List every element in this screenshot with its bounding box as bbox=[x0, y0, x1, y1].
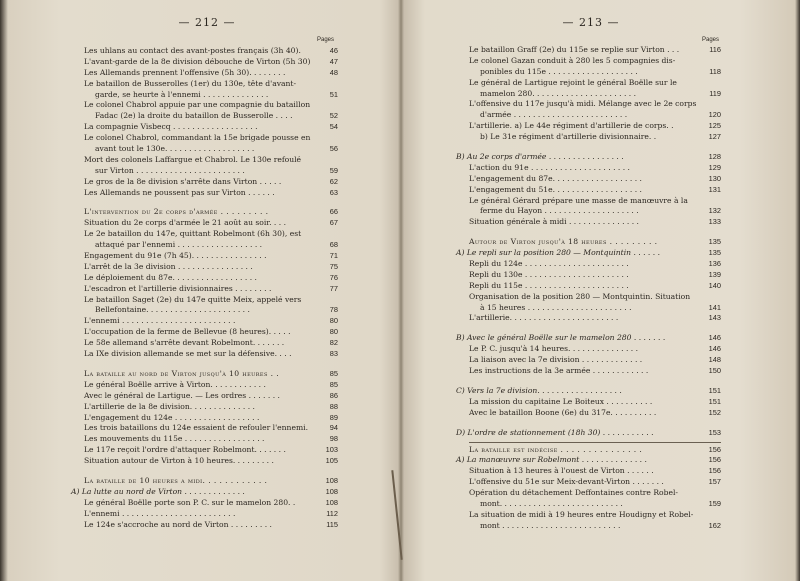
toc-entry bbox=[469, 344, 721, 355]
toc-entry bbox=[469, 313, 721, 324]
toc-entry bbox=[84, 283, 338, 295]
toc-entry-title: Le P. C. jusqu'à 14 heures. . . . . . . . . . . . . . . bbox=[469, 344, 639, 354]
toc-entry bbox=[84, 251, 338, 262]
toc-entry bbox=[469, 259, 721, 270]
toc-entry-title: Situation à 13 heures à l'ouest de Virton . . . . . . bbox=[469, 466, 654, 476]
toc-entry-page: 56 bbox=[329, 144, 338, 154]
toc-entry-title: garde, se heurte à l'ennemi . . . . . . . . . . . . . . bbox=[95, 89, 269, 99]
toc-entry-title: Fadac (2e) la droite du bataillon de Busserolle . . . . bbox=[95, 111, 293, 121]
toc-entry-title: La bataille est indécise . . . . . . . . . . . . . . . bbox=[469, 444, 643, 454]
toc-entry-page: 131 bbox=[708, 184, 721, 194]
toc-entry bbox=[469, 498, 721, 510]
toc-entry-page: 108 bbox=[325, 486, 338, 496]
toc-entry-title: mont. . . . . . . . . . . . . . . . . . . . . . . . . . bbox=[480, 498, 623, 508]
toc-entry-page: 162 bbox=[708, 520, 721, 530]
toc-entry-page: 127 bbox=[708, 132, 721, 142]
toc-entry-page: 48 bbox=[329, 67, 338, 77]
toc-entry-page: 66 bbox=[329, 207, 338, 217]
toc-entry-title: avant tout le 130e. . . . . . . . . . . . . . . . . . . bbox=[95, 144, 255, 154]
toc-entry-page: 76 bbox=[329, 272, 338, 282]
toc-entry-title: La liaison avec la 7e division . . . . . . . . . . . . . bbox=[469, 355, 643, 365]
toc-entry-page: 139 bbox=[708, 269, 721, 279]
toc-entry-title: L'occupation de la ferme de Bellevue (8 heures). . . . . bbox=[84, 327, 291, 337]
toc-entry-page: 128 bbox=[708, 152, 721, 162]
toc-entry bbox=[84, 305, 338, 316]
toc-entry bbox=[84, 272, 338, 284]
toc-entry-title: Le 117e reçoit l'ordre d'attaquer Robelmont. . . . . . . bbox=[84, 445, 286, 455]
toc-entry-page: 108 bbox=[325, 497, 338, 507]
toc-entry-title: Le bataillon Saget (2e) du 147e quitte Meix, appelé vers bbox=[84, 294, 302, 304]
toc-entry-title: L'avant-garde de la 8e division débouche de Virton (5h 30) bbox=[84, 56, 311, 66]
toc-entry-title: Le bataillon Graff (2e) du 115e se replie sur Virton . . . bbox=[469, 45, 680, 54]
toc-entry-page: 75 bbox=[329, 261, 338, 271]
toc-entry-page: 71 bbox=[329, 251, 338, 261]
section-gap bbox=[469, 228, 713, 237]
section-gap bbox=[84, 467, 330, 476]
toc-entry-title: Repli du 124e . . . . . . . . . . . . . . . . . . . . . . bbox=[469, 259, 629, 269]
left-page bbox=[71, 0, 338, 581]
toc-entry bbox=[469, 66, 721, 78]
toc-entry-title: b) Le 31e régiment d'artillerie divisionnaire. . bbox=[480, 132, 657, 142]
toc-entry-page: 130 bbox=[708, 173, 721, 183]
toc-entry bbox=[84, 187, 338, 199]
toc-entry bbox=[456, 333, 721, 344]
toc-entry bbox=[469, 477, 721, 488]
toc-entry-title: Le colonel Chabrol, commandant la 15e brigade pousse en bbox=[84, 133, 311, 143]
toc-entry-title: Bellefontaine. . . . . . . . . . . . . . . . . . . . . . bbox=[95, 305, 250, 315]
toc-entry bbox=[456, 427, 721, 439]
toc-entry bbox=[84, 79, 330, 90]
section-gap bbox=[469, 143, 713, 152]
toc-entry bbox=[84, 434, 338, 445]
toc-entry-page: 59 bbox=[329, 165, 338, 175]
toc-entry bbox=[84, 218, 338, 229]
toc-entries-left bbox=[71, 46, 338, 530]
toc-entry-title: A) Le repli sur la position 280 — Montquintin . . . . . . bbox=[456, 248, 660, 258]
toc-entry-page: 135 bbox=[708, 248, 721, 258]
toc-entry bbox=[469, 302, 721, 314]
toc-entry bbox=[84, 401, 338, 413]
toc-entry-title: B) Avec le général Boëlle sur le mamelon 280 . . . . . . . bbox=[456, 333, 666, 343]
toc-entry-title: Engagement du 91e (7h 45). . . . . . . . . . . . . . . . bbox=[84, 251, 267, 261]
toc-entry bbox=[469, 407, 721, 419]
toc-entry-page: 156 bbox=[708, 455, 721, 465]
toc-entry-title: B) Au 2e corps d'armée . . . . . . . . . . . . . . . . bbox=[456, 152, 624, 162]
toc-entry-page: 47 bbox=[329, 56, 338, 66]
toc-entry-title: L'ennemi . . . . . . . . . . . . . . . . . . . . . . . . bbox=[84, 316, 236, 326]
toc-entry-page: 89 bbox=[329, 412, 338, 422]
toc-entry bbox=[84, 445, 338, 456]
toc-entry-title: Le colonel Chabrol appuie par une compagnie du bataillon bbox=[84, 100, 311, 110]
toc-entry-title: Les instructions de la 3e armée . . . . . . . . . . . . bbox=[469, 366, 649, 376]
toc-entry bbox=[469, 196, 713, 207]
toc-entry bbox=[469, 366, 721, 377]
toc-entry-title: Le colonel Gazan conduit à 280 les 5 compagnies dis- bbox=[469, 55, 676, 65]
toc-entry bbox=[84, 261, 338, 273]
toc-entry-page: 153 bbox=[708, 427, 721, 437]
toc-entry bbox=[469, 280, 721, 292]
toc-entry bbox=[84, 497, 338, 509]
toc-entry bbox=[84, 46, 338, 57]
toc-entry-title: mont . . . . . . . . . . . . . . . . . . . . . . . . . bbox=[480, 520, 621, 530]
toc-entry bbox=[469, 466, 721, 477]
toc-entry bbox=[469, 444, 721, 456]
toc-entry bbox=[84, 412, 338, 424]
toc-entry-title: Les Allemands prennent l'offensive (5h 30). . . . . . . . bbox=[84, 67, 286, 77]
toc-entry-page: 148 bbox=[708, 355, 721, 365]
toc-entry-title: L'artillerie de la 8e division. . . . . . . . . . . . . . bbox=[84, 401, 255, 411]
toc-entry bbox=[84, 475, 338, 487]
toc-entry bbox=[469, 121, 721, 132]
toc-entry-title: Repli du 130e . . . . . . . . . . . . . . . . . . . . . . bbox=[469, 269, 629, 279]
toc-entry-page: 152 bbox=[708, 407, 721, 417]
toc-entry-title: L'arrêt de la 3e division . . . . . . . . . . . . . . . . bbox=[84, 261, 253, 271]
toc-entry bbox=[84, 379, 338, 391]
toc-entry bbox=[84, 165, 338, 177]
toc-entry bbox=[84, 111, 338, 122]
toc-entry-title: Le gros de la 8e division s'arrête dans Virton . . . . . bbox=[84, 176, 282, 186]
toc-entry bbox=[469, 110, 721, 121]
toc-entry-title: attaqué par l'ennemi . . . . . . . . . . . . . . . . . . bbox=[95, 240, 263, 250]
toc-entry-title: Le général Gérard prépare une masse de manœuvre à la bbox=[469, 195, 688, 205]
toc-entry bbox=[84, 316, 338, 327]
toc-entry-title: Situation générale à midi . . . . . . . . . . . . . . . bbox=[469, 217, 639, 227]
toc-entry-title: Avec le général de Lartigue. — Les ordres . . . . . . . bbox=[84, 390, 280, 400]
toc-entry bbox=[456, 152, 721, 163]
toc-entry-page: 157 bbox=[708, 477, 721, 487]
toc-entry bbox=[84, 423, 338, 434]
toc-entry-title: L'artillerie. . . . . . . . . . . . . . . . . . . . . . . bbox=[469, 313, 619, 323]
toc-entry-page: 80 bbox=[329, 316, 338, 326]
toc-entry bbox=[469, 355, 721, 366]
toc-entry-title: à 15 heures . . . . . . . . . . . . . . . . . . . . . . bbox=[480, 302, 632, 312]
toc-entry bbox=[84, 390, 338, 402]
toc-entry-page: 146 bbox=[708, 333, 721, 343]
toc-entry-page: 67 bbox=[329, 218, 338, 228]
toc-entry bbox=[84, 349, 338, 360]
toc-entry-page: 135 bbox=[708, 237, 721, 247]
page-number-right: — 213 — bbox=[562, 16, 620, 29]
toc-entry-title: L'escadron et l'artillerie divisionnaires . . . . . . . . bbox=[84, 283, 272, 293]
toc-entry bbox=[469, 88, 721, 100]
toc-entry-title: L'engagement du 51e. . . . . . . . . . . . . . . . . . . bbox=[469, 184, 642, 194]
toc-entry-title: La bataille au nord de Virton jusqu'à 10 heures . . bbox=[84, 368, 280, 378]
toc-entry-title: Les mouvements du 115e . . . . . . . . . . . . . . . . . bbox=[84, 434, 265, 444]
toc-entry-title: Les trois bataillons du 124e essaient de refouler l'ennemi. bbox=[84, 423, 308, 433]
toc-entry-title: Repli du 115e . . . . . . . . . . . . . . . . . . . . . . bbox=[469, 280, 629, 290]
toc-entry bbox=[469, 237, 721, 248]
toc-entry-title: Organisation de la position 280 — Montquintin. Situation bbox=[469, 291, 691, 301]
toc-entry bbox=[469, 45, 721, 56]
toc-entry-title: La bataille de 10 heures a midi. . . . . . . . . . . . bbox=[84, 475, 268, 485]
toc-entry-title: L'artillerie. a) Le 44e régiment d'artillerie de corps. . bbox=[469, 121, 674, 131]
toc-entry bbox=[469, 217, 721, 228]
toc-entry-page: 156 bbox=[708, 444, 721, 454]
pages-column-label-right: Pages bbox=[701, 37, 719, 43]
toc-entry-title: La compagnie Visbecq . . . . . . . . . . . . . . . . . . bbox=[84, 122, 258, 132]
section-gap bbox=[469, 377, 713, 386]
toc-entry-page: 125 bbox=[708, 121, 721, 131]
toc-entry-title: Le bataillon de Busserolles (1er) du 130e, tête d'avant- bbox=[84, 78, 297, 88]
binding-thread bbox=[391, 470, 402, 560]
toc-entry bbox=[469, 184, 721, 196]
toc-entry-title: L'offensive du 117e jusqu'à midi. Mélange avec le 2e corps bbox=[469, 99, 697, 109]
toc-entry bbox=[84, 240, 338, 251]
toc-entry-page: 156 bbox=[708, 466, 721, 476]
toc-entry-page: 151 bbox=[708, 396, 721, 406]
toc-entry bbox=[469, 99, 713, 110]
toc-entry-page: 105 bbox=[325, 456, 338, 466]
toc-entry bbox=[456, 385, 721, 397]
toc-entry-title: Le 2e bataillon du 147e, quittant Robelmont (6h 30), est bbox=[84, 229, 302, 239]
toc-entry-page: 54 bbox=[329, 122, 338, 132]
toc-entry-page: 98 bbox=[329, 434, 338, 444]
toc-entry-title: ponibles du 115e . . . . . . . . . . . . . . . . . . . bbox=[480, 66, 638, 76]
toc-entry-page: 150 bbox=[708, 366, 721, 376]
toc-entry-page: 80 bbox=[329, 327, 338, 337]
toc-entry-title: A) La manœuvre sur Robelmont . . . . . . . . . . . . . . bbox=[456, 455, 647, 465]
toc-entry bbox=[84, 155, 330, 166]
toc-entry-title: Les uhlans au contact des avant-postes français (3h 40). bbox=[84, 46, 301, 55]
toc-entry-page: 159 bbox=[708, 498, 721, 508]
toc-entry-title: Le général de Lartigue rejoint le général Boëlle sur le bbox=[469, 77, 677, 87]
page-number-left: — 212 — bbox=[178, 16, 236, 29]
toc-entry-title: Le général Boëlle porte son P. C. sur le mamelon 280. . bbox=[84, 497, 296, 507]
toc-entry bbox=[84, 176, 338, 188]
toc-entry-page: 52 bbox=[329, 111, 338, 121]
toc-entry-title: L'engagement du 124e . . . . . . . . . . . . . . . . . . bbox=[84, 412, 260, 422]
toc-entry-title: La mission du capitaine Le Boiteux . . . . . . . . . . bbox=[469, 396, 653, 406]
toc-entry-page: 82 bbox=[329, 338, 338, 348]
toc-entry bbox=[84, 368, 338, 380]
toc-entry-page: 78 bbox=[329, 305, 338, 315]
toc-entry-page: 86 bbox=[329, 390, 338, 400]
toc-entry-title: A) La lutte au nord de Virton . . . . . . . . . . . . . bbox=[71, 486, 245, 496]
toc-entry-page: 88 bbox=[329, 401, 338, 411]
toc-entry-page: 136 bbox=[708, 259, 721, 269]
toc-entry bbox=[84, 295, 330, 306]
toc-entry bbox=[84, 338, 338, 349]
toc-entry-title: D) L'ordre de stationnement (18h 30) . . . . . . . . . . . bbox=[456, 427, 654, 437]
toc-entry-page: 68 bbox=[329, 240, 338, 250]
toc-entry-title: Situation du 2e corps d'armée le 21 août au soir. . . . bbox=[84, 218, 286, 228]
toc-entry bbox=[469, 206, 721, 217]
toc-entry-page: 83 bbox=[329, 349, 338, 359]
section-gap bbox=[84, 198, 330, 207]
toc-entry bbox=[456, 455, 721, 466]
toc-entry-page: 63 bbox=[329, 187, 338, 197]
toc-entry-page: 116 bbox=[709, 45, 721, 54]
toc-entry bbox=[469, 56, 713, 67]
toc-entry bbox=[84, 67, 338, 79]
toc-entry-title: Situation autour de Virton à 10 heures. . . . . . . . . bbox=[84, 456, 274, 466]
toc-entry bbox=[469, 78, 713, 89]
right-page bbox=[456, 0, 721, 581]
toc-entry-page: 108 bbox=[325, 475, 338, 485]
toc-entry-title: mamelon 280. . . . . . . . . . . . . . . . . . . . . . bbox=[480, 88, 637, 98]
toc-entry bbox=[84, 144, 338, 155]
toc-entry-title: ferme du Hayon . . . . . . . . . . . . . . . . . . . . bbox=[480, 206, 639, 216]
toc-entry-title: L'ennemi . . . . . . . . . . . . . . . . . . . . . . . . bbox=[84, 508, 236, 518]
toc-entry-page: 46 bbox=[329, 46, 338, 55]
toc-entry-title: L'intervention du 2e corps d'armée . . . . . . . . . bbox=[84, 207, 269, 217]
toc-entry-page: 133 bbox=[708, 217, 721, 227]
toc-entry-page: 115 bbox=[326, 519, 338, 529]
toc-entry bbox=[84, 519, 338, 531]
toc-entry bbox=[469, 132, 721, 143]
section-gap bbox=[469, 419, 713, 428]
toc-entry-title: Mort des colonels Laffargue et Chabrol. Le 130e refoulé bbox=[84, 154, 302, 164]
toc-entry bbox=[84, 122, 338, 133]
toc-entry-page: 129 bbox=[708, 162, 721, 172]
toc-entry bbox=[84, 508, 338, 520]
toc-entry-page: 119 bbox=[709, 88, 721, 98]
toc-entry-page: 103 bbox=[325, 445, 338, 455]
toc-entry bbox=[71, 486, 338, 498]
toc-entry-title: Avec le bataillon Boone (6e) du 317e. . . . . . . . . . bbox=[469, 407, 657, 417]
toc-entry-title: La situation de midi à 19 heures entre Houdigny et Robel- bbox=[469, 509, 694, 519]
toc-entry-page: 85 bbox=[329, 379, 338, 389]
toc-entry-page: 112 bbox=[326, 508, 338, 518]
toc-entry bbox=[469, 162, 721, 174]
toc-entry-title: Autour de Virton jusqu'à 18 heures . . . . . . . . . bbox=[469, 237, 658, 247]
toc-entry-page: 140 bbox=[708, 280, 721, 290]
section-gap bbox=[84, 360, 330, 369]
toc-entry-page: 141 bbox=[708, 302, 721, 312]
toc-entry-page: 118 bbox=[709, 66, 721, 76]
toc-entry-title: Le 58e allemand s'arrête devant Robelmont. . . . . . . bbox=[84, 338, 285, 348]
toc-entry-title: La IXe division allemande se met sur la défensive. . . . bbox=[84, 349, 292, 359]
toc-entry-title: Opération du détachement Deffontaines contre Robel- bbox=[469, 488, 678, 498]
toc-entry-title: L'engagement du 87e. . . . . . . . . . . . . . . . . . . bbox=[469, 173, 642, 183]
toc-entry-page: 132 bbox=[708, 206, 721, 216]
toc-entry-page: 151 bbox=[708, 385, 721, 395]
toc-entry bbox=[84, 456, 338, 467]
toc-entry-title: L'offensive du 51e sur Meix-devant-Virton . . . . . . . bbox=[469, 477, 664, 487]
toc-entry bbox=[469, 488, 713, 499]
section-gap bbox=[469, 324, 713, 333]
toc-entry bbox=[469, 269, 721, 281]
toc-entry bbox=[84, 89, 338, 101]
toc-entry-title: L'action du 91e . . . . . . . . . . . . . . . . . . . . . bbox=[469, 162, 630, 172]
toc-entry bbox=[469, 510, 713, 521]
toc-entries-right bbox=[456, 45, 721, 532]
toc-entry-page: 120 bbox=[708, 110, 721, 120]
toc-entry bbox=[469, 396, 721, 408]
toc-entry bbox=[456, 248, 721, 259]
toc-entry bbox=[469, 173, 721, 185]
toc-entry bbox=[84, 56, 338, 68]
toc-entry-title: d'armée . . . . . . . . . . . . . . . . . . . . . . . . bbox=[480, 110, 628, 120]
toc-entry-title: Le déploiement du 87e. . . . . . . . . . . . . . . . . . bbox=[84, 272, 257, 282]
toc-entry-page: 62 bbox=[329, 176, 338, 186]
toc-entry bbox=[84, 100, 330, 111]
pages-column-label-left: Pages bbox=[316, 37, 334, 43]
toc-entry bbox=[84, 133, 330, 144]
toc-entry-page: 51 bbox=[329, 89, 338, 99]
toc-entry-title: Les Allemands ne poussent pas sur Virton . . . . . . bbox=[84, 187, 275, 197]
toc-entry-title: Le général Boëlle arrive à Virton. . . . . . . . . . . . bbox=[84, 379, 266, 389]
toc-entry bbox=[469, 292, 713, 303]
toc-entry-page: 94 bbox=[329, 423, 338, 433]
toc-entry bbox=[84, 229, 330, 240]
toc-entry-title: sur Virton . . . . . . . . . . . . . . . . . . . . . . . bbox=[95, 165, 245, 175]
toc-entry bbox=[84, 207, 338, 218]
toc-entry bbox=[84, 327, 338, 338]
toc-entry bbox=[469, 520, 721, 532]
toc-entry-page: 85 bbox=[329, 368, 338, 378]
toc-entry-title: C) Vers la 7e division. . . . . . . . . . . . . . . . . . bbox=[456, 385, 622, 395]
toc-entry-title: Le 124e s'accroche au nord de Virton . . . . . . . . . bbox=[84, 519, 272, 529]
toc-entry-page: 77 bbox=[329, 283, 338, 293]
toc-entry-page: 143 bbox=[708, 313, 721, 323]
toc-entry-page: 146 bbox=[708, 344, 721, 354]
